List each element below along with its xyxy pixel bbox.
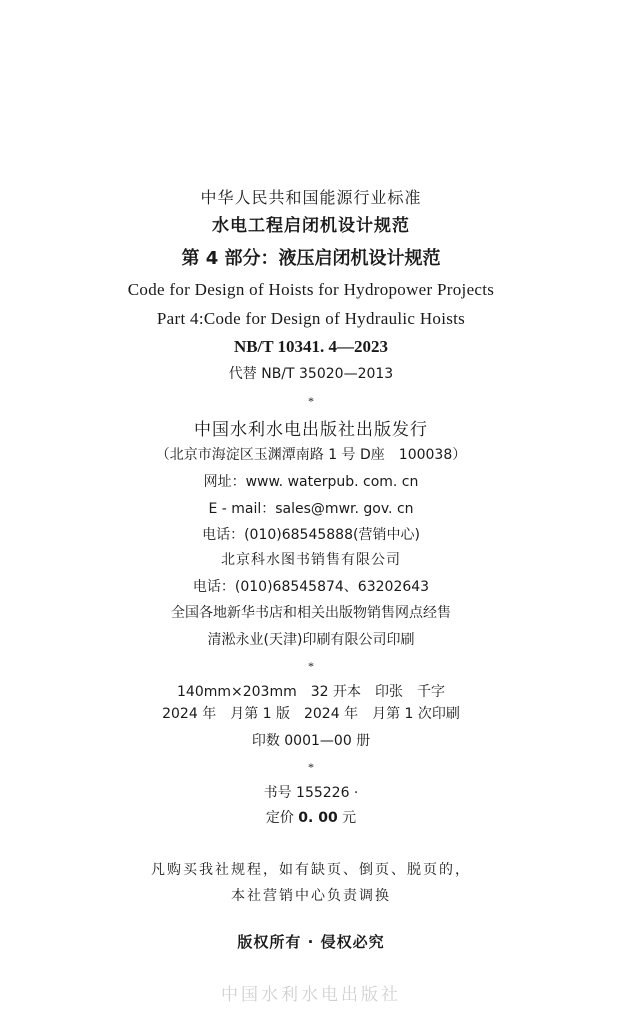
notice-line-1: 凡购买我社规程，如有缺页、倒页、脱页的， [151, 862, 471, 878]
publisher-watermark: 中国水利水电出版社 [221, 985, 401, 1005]
price-line [0, 810, 622, 827]
book-number: 书号 155226 · [263, 785, 359, 801]
publisher-phone: 电话：(010)68545888(营销中心) [202, 527, 420, 543]
price-label: 定价 [265, 810, 294, 826]
edition-info: 2024 年 月第 1 版 2024 年 月第 1 次印刷 [162, 706, 460, 722]
standard-category: 中华人民共和国能源行业标准 [200, 188, 422, 207]
price-unit: 元 [342, 810, 357, 826]
title-english-main: Code for Design of Hoists for Hydropower Projects [127, 280, 495, 299]
publisher-website: 网址：www. waterpub. com. cn [203, 474, 419, 490]
print-run: 印数 0001—00 册 [251, 733, 371, 749]
separator-star: * [308, 394, 314, 408]
title-english-part: Part 4:Code for Design of Hydraulic Hoists [156, 309, 466, 328]
title-part: 第 4 部分：液压启闭机设计规范 [181, 248, 441, 269]
publisher-address: （北京市海淀区玉渊潭南路 1 号 D座 100038） [155, 447, 467, 463]
printer: 清淞永业(天津)印刷有限公司印刷 [207, 632, 415, 648]
distributor-phone: 电话：(010)68545874、63202643 [192, 579, 430, 595]
separator-star: * [308, 760, 314, 774]
standard-number: NB/T 10341. 4—2023 [233, 337, 389, 356]
distributor-name: 北京科水图书销售有限公司 [221, 552, 401, 568]
book-format: 140mm×203mm 32 开本 印张 千字 [177, 684, 445, 700]
notice-line-2: 本社营销中心负责调换 [231, 888, 391, 904]
distribution-network: 全国各地新华书店和相关出版物销售网点经售 [171, 605, 451, 621]
separator-star: * [308, 659, 314, 673]
title-main: 水电工程启闭机设计规范 [212, 216, 410, 236]
publisher-email: E - mail：sales@mwr. gov. cn [208, 501, 414, 517]
price-value: 0. 00 [298, 810, 338, 826]
publisher-name: 中国水利水电出版社出版发行 [194, 420, 428, 440]
replaces-standard: 代替 NB/T 35020—2013 [228, 366, 394, 382]
copyright-notice: 版权所有 · 侵权必究 [237, 933, 385, 951]
